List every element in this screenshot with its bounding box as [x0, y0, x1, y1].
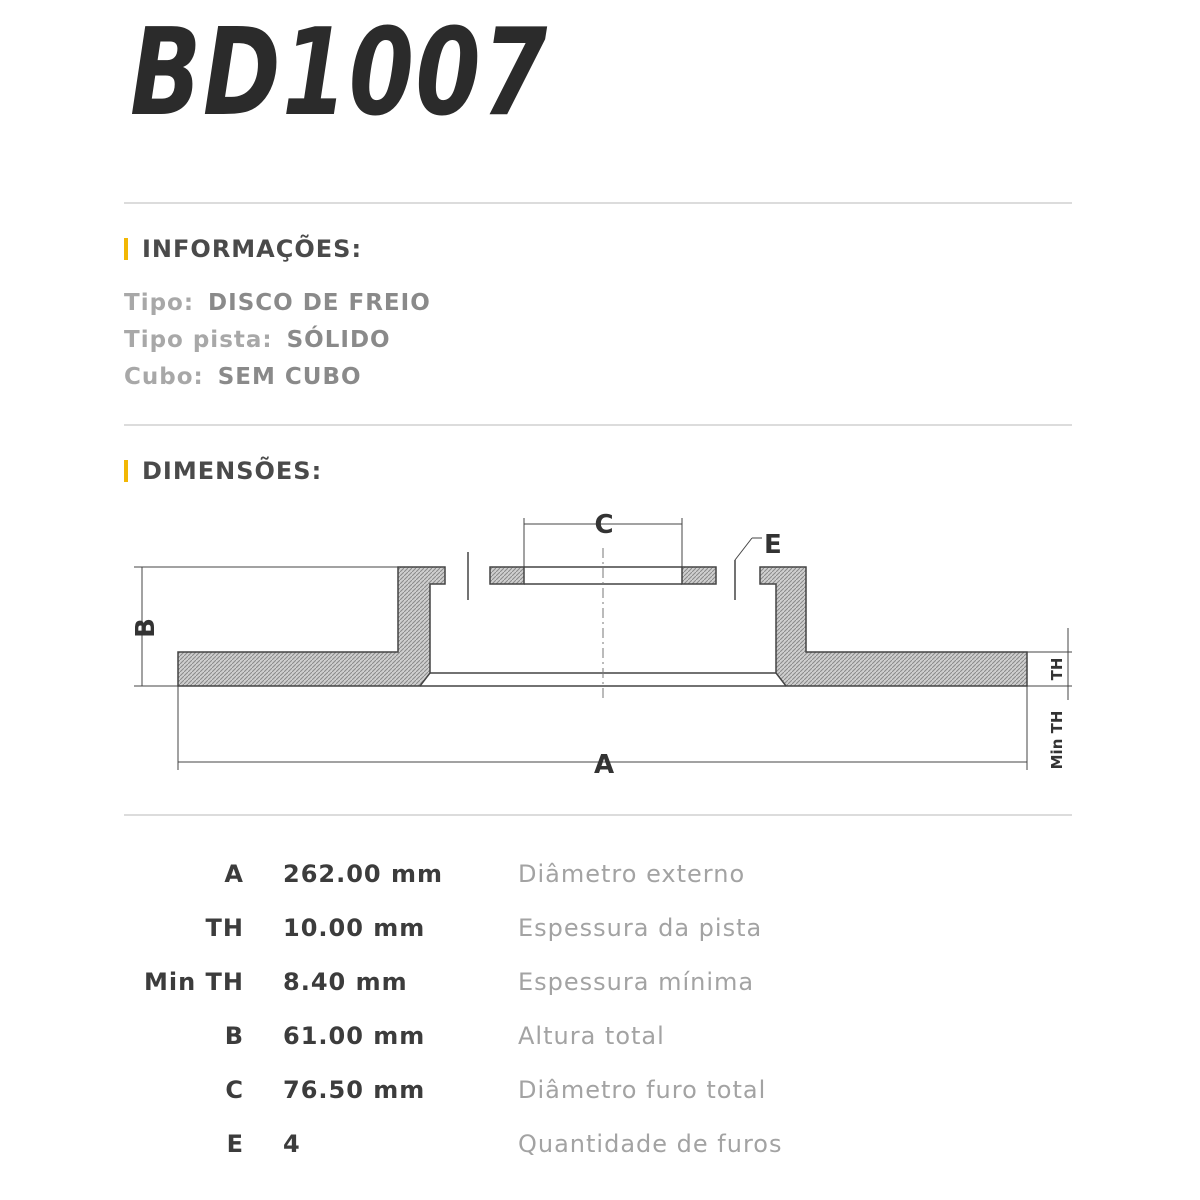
info-heading: [124, 235, 362, 263]
label-c: C: [594, 510, 614, 540]
spec-code: A: [224, 860, 244, 888]
spec-row: [0, 1022, 1200, 1062]
spec-description: Altura total: [518, 1022, 665, 1050]
spec-description: Espessura mínima: [518, 968, 755, 996]
spec-value: 8.40 mm: [283, 968, 408, 996]
divider: [124, 424, 1072, 426]
info-value: SEM CUBO: [217, 364, 362, 390]
info-value: SÓLIDO: [286, 327, 391, 353]
label-b: B: [131, 618, 161, 638]
spec-value: 262.00 mm: [283, 860, 443, 888]
divider: [124, 814, 1072, 816]
hub-flange-left: [490, 567, 524, 584]
spec-description: Espessura da pista: [518, 914, 763, 942]
info-row-cubo: [124, 364, 362, 390]
info-row-tipo: [124, 290, 431, 316]
spec-value: 61.00 mm: [283, 1022, 426, 1050]
spec-row: [0, 968, 1200, 1008]
spec-value: 4: [283, 1130, 301, 1158]
brake-disc-diagram: [0, 480, 1200, 800]
info-label: Tipo pista:: [124, 327, 273, 353]
spec-code: TH: [205, 914, 244, 942]
spec-value: 76.50 mm: [283, 1076, 426, 1104]
spec-row: [0, 914, 1200, 954]
disc-section-left: [178, 567, 445, 686]
info-heading-text: INFORMAÇÕES:: [142, 235, 363, 263]
info-label: Cubo:: [124, 364, 204, 390]
product-code-title: BD1007: [130, 4, 549, 143]
label-th: TH: [1048, 657, 1066, 681]
divider: [124, 202, 1072, 204]
spec-code: B: [224, 1022, 244, 1050]
label-min-th: Min TH: [1048, 710, 1066, 770]
spec-description: Diâmetro externo: [518, 860, 746, 888]
spec-value: 10.00 mm: [283, 914, 426, 942]
accent-bar: [124, 238, 128, 260]
dimensions-heading-text: DIMENSÕES:: [142, 457, 323, 485]
spec-code: Min TH: [143, 968, 244, 996]
label-a: A: [593, 750, 615, 780]
spec-code: E: [226, 1130, 244, 1158]
hub-flange-right: [682, 567, 716, 584]
spec-code: C: [225, 1076, 244, 1104]
accent-bar: [124, 460, 128, 482]
spec-row: [0, 1076, 1200, 1116]
spec-description: Quantidade de furos: [518, 1130, 783, 1158]
spec-row: [0, 1130, 1200, 1170]
spec-row: [0, 860, 1200, 900]
info-label: Tipo:: [124, 290, 195, 316]
info-value: DISCO DE FREIO: [208, 290, 431, 316]
spec-description: Diâmetro furo total: [518, 1076, 767, 1104]
info-row-tipo-pista: [124, 327, 391, 353]
disc-section-right: [760, 567, 1027, 686]
label-e: E: [764, 530, 782, 560]
